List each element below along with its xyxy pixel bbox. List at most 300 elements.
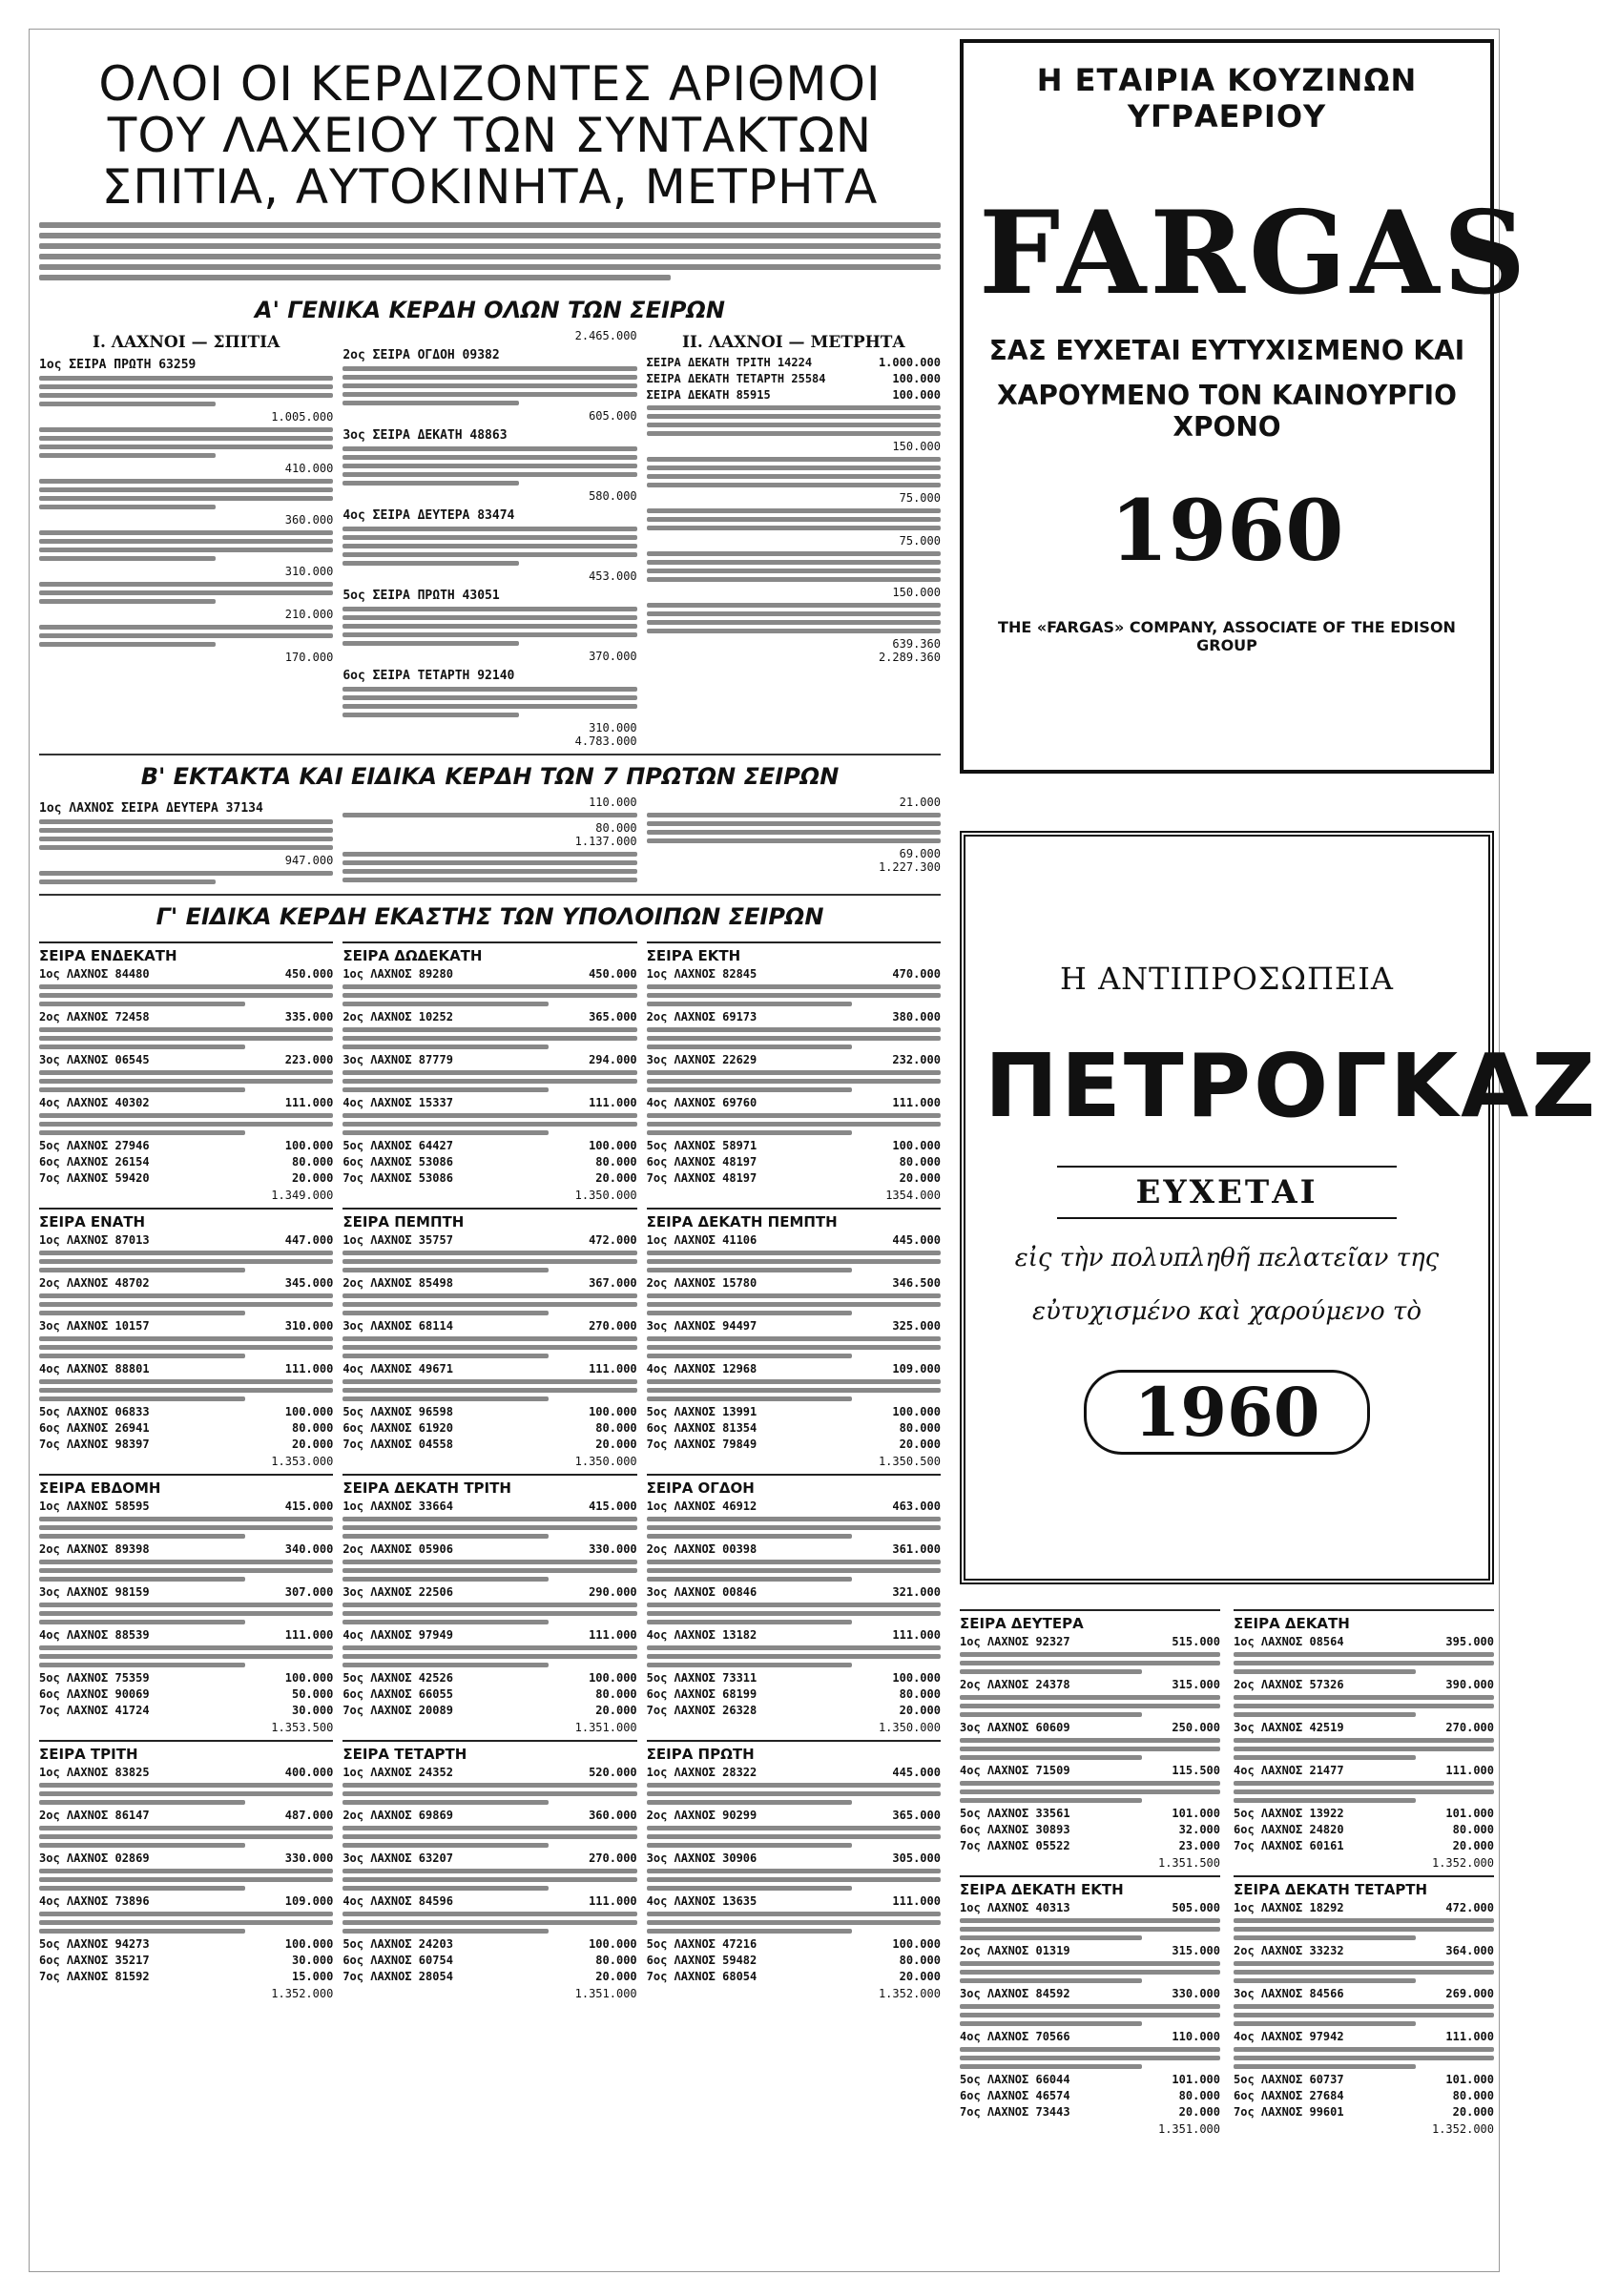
prize-row [39,1500,333,1513]
prize-amount: 80.000 [1452,2089,1494,2102]
prize-amount: 445.000 [892,1233,941,1247]
ticket-number: 2ος ΛΑΧΝΟΣ 72458 [39,1010,150,1024]
ticket-number: 4ος ΛΑΧΝΟΣ 15337 [342,1096,453,1109]
amount: 370.000 [589,650,637,663]
prize-row [342,1628,636,1642]
prize-amount: 23.000 [1178,1839,1220,1852]
ticket-number: 1ος ΛΑΧΝΟΣ 35757 [342,1233,453,1247]
ticket-number: 2ος ΛΑΧΝΟΣ 15780 [646,1276,757,1290]
ticket-number: 3ος ΛΑΧΝΟΣ 94497 [646,1319,757,1333]
ticket-number: 2ος ΛΑΧΝΟΣ 01319 [960,1944,1070,1957]
right-column [960,39,1598,2136]
ticket-number: 1ος ΛΑΧΝΟΣ 24352 [342,1766,453,1779]
ticket-number: 3ος ΛΑΧΝΟΣ 30906 [646,1851,757,1865]
ticket-number: 3ος ΛΑΧΝΟΣ 98159 [39,1585,150,1599]
ticket-number: 7ος ΛΑΧΝΟΣ 98397 [39,1438,150,1451]
prize-row [342,1053,636,1066]
series-block [1234,1875,1494,2136]
ticket-number: 2ος ΛΑΧΝΟΣ 86147 [39,1809,150,1822]
prize-row [1234,1901,1494,1914]
headline [39,58,941,213]
prize-amount: 330.000 [1172,1987,1220,2000]
prize-row [960,1721,1220,1734]
amount: 210.000 [284,608,334,621]
ticket-number: 4ος ΛΑΧΝΟΣ 97942 [1234,2030,1344,2043]
prize-amount: 80.000 [595,1687,637,1701]
series-column [960,1603,1220,2136]
prize-row [647,1155,941,1169]
series-block [39,941,333,1202]
ticket-number: 7ος ΛΑΧΝΟΣ 20089 [342,1704,453,1717]
series-block [647,1474,941,1734]
ticket-number: 6ος ΛΑΧΝΟΣ 61920 [342,1421,453,1435]
amount: 639.360 [892,637,941,651]
col2-total: 4.783.000 [574,734,637,748]
prize-row [647,1276,941,1290]
prize-amount: 20.000 [291,1438,334,1451]
series-total: 1.352.000 [1431,2122,1494,2136]
prize-row [647,1954,941,1967]
prize-row [1234,1678,1494,1691]
prize-amount: 330.000 [589,1542,637,1556]
ticket-number: 6ος ΛΑΧΝΟΣ 66055 [342,1687,453,1701]
prize-amount: 101.000 [1445,2073,1494,2086]
series-block [342,1474,636,1734]
prize-amount: 447.000 [284,1233,334,1247]
prize-amount: 505.000 [1172,1901,1220,1914]
prize-row [1234,1944,1494,1957]
prize-amount: 15.000 [291,1970,334,1983]
ticket-number: 4ος ΛΑΧΝΟΣ 40302 [39,1096,150,1109]
prize-amount: 100.000 [892,1671,941,1685]
ticket-number: 6ος ΛΑΧΝΟΣ 68199 [646,1687,757,1701]
ticket-number: 4ος ΛΑΧΝΟΣ 88801 [39,1362,150,1376]
series-name: ΣΕΙΡΑ ΔΕΚΑΤΗ ΤΕΤΑΡΤΗ [1234,1881,1428,1898]
ticket-number: 2ος ΛΑΧΝΟΣ 48702 [39,1276,150,1290]
amount: 580.000 [589,489,637,503]
ticket-number: 3ος ΛΑΧΝΟΣ 10157 [39,1319,150,1333]
amount: 150.000 [892,586,941,599]
ticket-number: 3ος ΛΑΧΝΟΣ 84592 [960,1987,1070,2000]
prize-amount: 487.000 [284,1809,334,1822]
ticket-number: 1ος ΛΑΧΝΟΣ 83825 [39,1766,150,1779]
prize-row [342,1155,636,1169]
prize-amount: 111.000 [589,1894,637,1908]
prize-row [1234,1807,1494,1820]
prize-amount: 294.000 [589,1053,637,1066]
prize-row [1234,2030,1494,2043]
prize-amount: 80.000 [291,1421,334,1435]
ticket-number: 2ος ΛΑΧΝΟΣ 69869 [342,1809,453,1822]
prize-amount: 100.000 [589,1405,637,1418]
series-name: ΣΕΙΡΑ ΔΕΥΤΕΡΑ [960,1615,1084,1632]
prize-amount: 520.000 [589,1766,637,1779]
ticket-number: 2ος ΛΑΧΝΟΣ 85498 [342,1276,453,1290]
prize-row [342,1894,636,1908]
petrogaz-wishes: ΕΥΧΕΤΑΙ [1057,1166,1397,1219]
prize-row [342,1233,636,1247]
prize-row [647,1438,941,1451]
amount: 310.000 [589,721,637,734]
prize-amount: 20.000 [595,1704,637,1717]
ticket-number: 1ος ΛΑΧΝΟΣ 33664 [342,1500,453,1513]
prize-row [342,1704,636,1717]
prize-row [342,967,636,981]
prize-row [39,1937,333,1951]
ticket-number: 7ος ΛΑΧΝΟΣ 05522 [960,1839,1070,1852]
ticket-number: 7ος ΛΑΧΝΟΣ 26328 [646,1704,757,1717]
ticket-number: 7ος ΛΑΧΝΟΣ 48197 [646,1171,757,1185]
prize-amount: 365.000 [589,1010,637,1024]
series-column [1234,1603,1494,2136]
headline-line-1: ΟΛΟΙ ΟΙ ΚΕΡΔΙΖΟΝΤΕΣ ΑΡΙΘΜΟΙ [98,56,882,112]
series-column [39,936,333,2000]
prize-amount: 115.500 [1172,1764,1220,1777]
series-block [342,1740,636,2000]
ticket-number: 6ος ΛΑΧΝΟΣ 26941 [39,1421,150,1435]
prize-row [39,1362,333,1376]
ticket-number: 6ος ΛΑΧΝΟΣ 90069 [39,1687,150,1701]
prize-row [960,1764,1220,1777]
prize-row [342,1171,636,1185]
prize-amount: 20.000 [595,1970,637,1983]
prize-row [647,1585,941,1599]
prize-row [1234,1839,1494,1852]
prize-row [342,1687,636,1701]
prize-row [342,1809,636,1822]
amount: 1.137.000 [574,835,637,848]
ticket-number: 3ος ΛΑΧΝΟΣ 00846 [646,1585,757,1599]
prize-row [39,1421,333,1435]
prize-row [39,1010,333,1024]
prize-amount: 111.000 [284,1096,334,1109]
series-name: ΣΕΙΡΑ ΟΓΔΟΗ [646,1479,755,1497]
ticket-number: 3ος ΛΑΧΝΟΣ 42519 [1234,1721,1344,1734]
ticket-number: 5ος ΛΑΧΝΟΣ 33561 [960,1807,1070,1820]
ticket-number: 6ος ΛΑΧΝΟΣ 59482 [646,1954,757,1967]
prize-row [647,1010,941,1024]
ticket-number: 3ος ΛΑΧΝΟΣ 68114 [342,1319,453,1333]
prize-row [647,1096,941,1109]
prize-row [39,1053,333,1066]
prize-amount: 340.000 [284,1542,334,1556]
prize-row [647,1319,941,1333]
right-series-grid [960,1603,1494,2136]
series-block [647,1740,941,2000]
prize-row [647,1421,941,1435]
cash-row: ΣΕΙΡΑ ΔΕΚΑΤΗ ΤΡΙΤΗ 14224 1.000.000 [646,356,941,369]
prize-row [39,1276,333,1290]
prize-amount: 330.000 [284,1851,334,1865]
ticket-number: 7ος ΛΑΧΝΟΣ 59420 [39,1171,150,1185]
prize-amount: 80.000 [1452,1823,1494,1836]
prize-amount: 463.000 [892,1500,941,1513]
ticket-number: 4ος ΛΑΧΝΟΣ 69760 [646,1096,757,1109]
amount: 410.000 [284,462,334,475]
prize-amount: 101.000 [1172,2073,1220,2086]
prize-amount: 80.000 [291,1155,334,1169]
ticket-number: 6ος ΛΑΧΝΟΣ 53086 [342,1155,453,1169]
series-name: ΣΕΙΡΑ ΔΕΚΑΤΗ [1234,1615,1350,1632]
series-name: ΣΕΙΡΑ ΔΕΚΑΤΗ ΠΕΜΠΤΗ [646,1213,838,1231]
prize-amount: 101.000 [1445,1807,1494,1820]
prize-row [1234,1635,1494,1648]
prize-row [647,1053,941,1066]
prize-amount: 20.000 [595,1438,637,1451]
prize-amount: 100.000 [284,1671,334,1685]
prize-row [960,1678,1220,1691]
fargas-english: THE «FARGAS» COMPANY, ASSOCIATE OF THE EDISON GROUP [998,618,1456,654]
prize-amount: 20.000 [1452,1839,1494,1852]
prize-row [647,1405,941,1418]
prize-amount: 80.000 [595,1954,637,1967]
petrogaz-logo: ΠΕΤΡΟΓΚΑΖ [985,1035,1598,1137]
ticket-number: 3ος ΛΑΧΝΟΣ 84566 [1234,1987,1344,2000]
prize-amount: 364.000 [1445,1944,1494,1957]
ticket-number: 7ος ΛΑΧΝΟΣ 99601 [1234,2105,1344,2119]
prize-row [960,2030,1220,2043]
prize-row [342,1438,636,1451]
ticket-number: 7ος ΛΑΧΝΟΣ 68054 [646,1970,757,1983]
ticket-number: 3ος ΛΑΧΝΟΣ 06545 [39,1053,150,1066]
prize-amount: 100.000 [589,1671,637,1685]
prize-amount: 346.500 [892,1276,941,1290]
series-total: 1.352.000 [271,1987,334,2000]
prize-row [647,1171,941,1185]
prize-amount: 269.000 [1445,1987,1494,2000]
prize-row [647,1500,941,1513]
amount: 453.000 [589,569,637,583]
ticket-number: 4ος ΛΑΧΝΟΣ 97949 [342,1628,453,1642]
prize-row [647,1628,941,1642]
prize-amount: 367.000 [589,1276,637,1290]
ticket-number: 2ος ΛΑΧΝΟΣ 24378 [960,1678,1070,1691]
series-name: ΣΕΙΡΑ ΠΕΜΠΤΗ [342,1213,465,1231]
ticket-number: 5ος ΛΑΧΝΟΣ 73311 [646,1671,757,1685]
headline-line-2: ΤΟΥ ΛΑΧΕΙΟΥ ΤΩΝ ΣΥΝΤΑΚΤΩΝ [107,108,873,163]
prize-amount: 365.000 [892,1809,941,1822]
prize-amount: 111.000 [892,1096,941,1109]
petrogaz-rep: Η ΑΝΤΙΠΡΟΣΩΠΕΙΑ [1059,961,1394,997]
prize-row [647,1851,941,1865]
prize-row [39,1766,333,1779]
prize-row [39,1704,333,1717]
prize-amount: 232.000 [892,1053,941,1066]
series-block [39,1474,333,1734]
ticket-number: 5ος ΛΑΧΝΟΣ 13922 [1234,1807,1344,1820]
series-column [647,936,941,2000]
prize-row [647,1671,941,1685]
series-block [647,1208,941,1468]
prize-amount: 30.000 [291,1954,334,1967]
ticket-number: 5ος ΛΑΧΝΟΣ 24203 [342,1937,453,1951]
prize-row [647,1894,941,1908]
ticket-number: 4ος ΛΑΧΝΟΣ 71509 [960,1764,1070,1777]
prize-row [960,2089,1220,2102]
series-name: ΣΕΙΡΑ ΔΕΚΑΤΗ ΕΚΤΗ [960,1881,1124,1898]
prize-amount: 100.000 [284,1937,334,1951]
cash-title: II. ΛΑΧΝΟΙ — ΜΕΤΡΗΤΑ [682,333,905,352]
series-name: ΣΕΙΡΑ ΕΝΑΤΗ [39,1213,146,1231]
ticket-number: 1ος ΛΑΧΝΟΣ 28322 [646,1766,757,1779]
lottery-results-area [39,58,941,2262]
prize-amount: 472.000 [1445,1901,1494,1914]
ticket-number: 5ος ΛΑΧΝΟΣ 58971 [646,1139,757,1152]
prize-amount: 111.000 [589,1628,637,1642]
prize-amount: 20.000 [899,1970,941,1983]
prize-row [960,2105,1220,2119]
ticket-number: 5ος ΛΑΧΝΟΣ 96598 [342,1405,453,1418]
prize-row [39,1809,333,1822]
prize-row [647,1233,941,1247]
prize-row [342,1542,636,1556]
entry-label: 5ος ΣΕΙΡΑ ΠΡΩΤΗ 43051 [342,589,500,603]
amount: 170.000 [284,651,334,664]
series-block [647,941,941,1202]
ticket-number: 2ος ΛΑΧΝΟΣ 69173 [646,1010,757,1024]
prize-amount: 390.000 [1445,1678,1494,1691]
ticket-number: 6ος ΛΑΧΝΟΣ 27684 [1234,2089,1344,2102]
prize-amount: 80.000 [899,1954,941,1967]
series-column [342,936,636,2000]
prize-amount: 20.000 [899,1704,941,1717]
ticket-number: 3ος ΛΑΧΝΟΣ 02869 [39,1851,150,1865]
prize-amount: 80.000 [595,1421,637,1435]
series-block [342,1208,636,1468]
amount: 1.005.000 [271,410,334,424]
ticket-number: 4ος ΛΑΧΝΟΣ 88539 [39,1628,150,1642]
section-b-title: Β' ΕΚΤΑΚΤΑ ΚΑΙ ΕΙΔΙΚΑ ΚΕΡΔΗ ΤΩΝ 7 ΠΡΩΤΩΝ ΣΕΙΡΩΝ [140,763,840,790]
ticket-number: 6ος ΛΑΧΝΟΣ 60754 [342,1954,453,1967]
prize-row [960,1635,1220,1648]
prize-row [1234,2073,1494,2086]
ticket-number: 5ος ΛΑΧΝΟΣ 64427 [342,1139,453,1152]
prize-amount: 345.000 [284,1276,334,1290]
ticket-number: 3ος ΛΑΧΝΟΣ 22506 [342,1585,453,1599]
prize-row [39,1970,333,1983]
ticket-number: 2ος ΛΑΧΝΟΣ 89398 [39,1542,150,1556]
amount: 110.000 [589,796,637,809]
prize-row [1234,1764,1494,1777]
prize-amount: 360.000 [589,1809,637,1822]
prize-row [1234,1987,1494,2000]
ticket-number: 2ος ΛΑΧΝΟΣ 00398 [646,1542,757,1556]
prize-row [1234,1721,1494,1734]
prize-row [647,1766,941,1779]
ticket-number: 5ος ΛΑΧΝΟΣ 60737 [1234,2073,1344,2086]
prize-row [342,1970,636,1983]
prize-amount: 111.000 [1445,2030,1494,2043]
ticket-number: 4ος ΛΑΧΝΟΣ 13182 [646,1628,757,1642]
prize-amount: 472.000 [589,1233,637,1247]
series-total: 1.352.000 [1431,1856,1494,1870]
amount: 310.000 [284,565,334,578]
prize-row [342,1671,636,1685]
prize-row [960,1807,1220,1820]
ticket-number: 5ος ΛΑΧΝΟΣ 94273 [39,1937,150,1951]
prize-row [39,1687,333,1701]
prize-row [342,1362,636,1376]
headline-line-3: ΣΠΙΤΙΑ, ΑΥΤΟΚΙΝΗΤΑ, ΜΕΤΡΗΤΑ [101,159,879,215]
ticket-number: 4ος ΛΑΧΝΟΣ 49671 [342,1362,453,1376]
series-block [1234,1609,1494,1870]
ticket-number: 1ος ΛΑΧΝΟΣ 92327 [960,1635,1070,1648]
prize-amount: 321.000 [892,1585,941,1599]
houses-title: I. ΛΑΧΝΟΙ — ΣΠΙΤΙΑ [93,333,280,352]
prize-row [39,967,333,981]
prize-row [39,1542,333,1556]
prize-amount: 450.000 [284,967,334,981]
prize-amount: 80.000 [595,1155,637,1169]
petrogaz-ad [960,831,1598,1584]
prize-amount: 100.000 [892,1937,941,1951]
prize-amount: 110.000 [1172,2030,1220,2043]
series-name: ΣΕΙΡΑ ΔΕΚΑΤΗ ΤΡΙΤΗ [342,1479,511,1497]
fargas-year: 1960 [1110,481,1344,580]
prize-amount: 111.000 [892,1628,941,1642]
ticket-number: 1ος ΛΑΧΝΟΣ 89280 [342,967,453,981]
ticket-number: 1ος ΛΑΧΝΟΣ 84480 [39,967,150,981]
series-block [960,1609,1220,1870]
prize-amount: 400.000 [284,1766,334,1779]
ticket-number: 7ος ΛΑΧΝΟΣ 04558 [342,1438,453,1451]
prize-amount: 111.000 [1445,1764,1494,1777]
prize-amount: 101.000 [1172,1807,1220,1820]
prize-row [960,1944,1220,1957]
prize-amount: 305.000 [892,1851,941,1865]
ticket-number: 1ος ΛΑΧΝΟΣ 87013 [39,1233,150,1247]
prize-amount: 100.000 [892,1405,941,1418]
prize-row [342,1937,636,1951]
prize-amount: 109.000 [284,1894,334,1908]
amount: 75.000 [899,534,941,548]
prize-amount: 80.000 [899,1155,941,1169]
ticket-number: 5ος ΛΑΧΝΟΣ 06833 [39,1405,150,1418]
prize-row [39,1851,333,1865]
ticket-number: 6ος ΛΑΧΝΟΣ 26154 [39,1155,150,1169]
prize-row [647,1542,941,1556]
prize-amount: 20.000 [899,1438,941,1451]
prize-amount: 270.000 [589,1319,637,1333]
prize-amount: 80.000 [899,1687,941,1701]
series-name: ΣΕΙΡΑ ΤΡΙΤΗ [39,1746,138,1763]
prize-amount: 325.000 [892,1319,941,1333]
prize-row [342,1276,636,1290]
section-b-first: 1ος ΛΑΧΝΟΣ ΣΕΙΡΑ ΔΕΥΤΕΡΑ 37134 [39,801,263,816]
prize-amount: 415.000 [284,1500,334,1513]
section-a-col-2 [342,329,636,748]
prize-row [960,1901,1220,1914]
series-total: 1.350.000 [574,1455,637,1468]
prize-row [647,1139,941,1152]
ticket-number: 4ος ΛΑΧΝΟΣ 84596 [342,1894,453,1908]
ticket-number: 4ος ΛΑΧΝΟΣ 12968 [646,1362,757,1376]
prize-amount: 20.000 [291,1171,334,1185]
prize-amount: 395.000 [1445,1635,1494,1648]
prize-amount: 335.000 [284,1010,334,1024]
newspaper-page [29,29,1598,2272]
series-total: 1.353.000 [271,1455,334,1468]
prize-row [960,1839,1220,1852]
ticket-number: 3ος ΛΑΧΝΟΣ 60609 [960,1721,1070,1734]
prize-row [342,1096,636,1109]
section-a [39,329,941,748]
prize-amount: 310.000 [284,1319,334,1333]
prize-amount: 250.000 [1172,1721,1220,1734]
prize-row [39,1171,333,1185]
ticket-number: 4ος ΛΑΧΝΟΣ 70566 [960,2030,1070,2043]
ticket-number: 2ος ΛΑΧΝΟΣ 90299 [646,1809,757,1822]
